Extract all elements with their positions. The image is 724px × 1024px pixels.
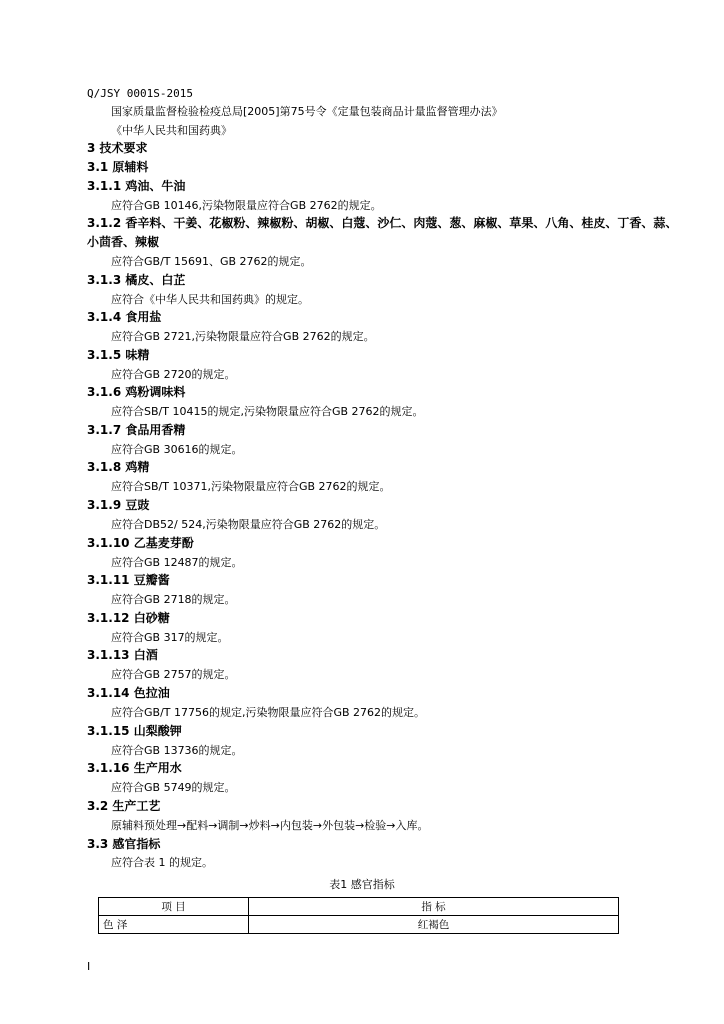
document-id: Q/JSY 0001S-2015 <box>87 87 193 100</box>
item-heading: 3.1.10 乙基麦芽酚 <box>87 536 194 550</box>
item-heading: 3.1.16 生产用水 <box>87 761 182 775</box>
item-text: 应符合GB 2718的规定。 <box>111 593 236 606</box>
item-text: 应符合GB 12487的规定。 <box>111 556 243 569</box>
item-heading: 3.1.13 白酒 <box>87 648 158 662</box>
table-caption: 表1 感官指标 <box>329 878 395 891</box>
item-heading: 3.1.11 豆瓣酱 <box>87 573 170 587</box>
item-text: 应符合SB/T 10415的规定,污染物限量应符合GB 2762的规定。 <box>111 405 424 418</box>
item-heading: 3.1.7 食品用香精 <box>87 423 186 437</box>
page-number: I <box>87 960 91 973</box>
section-3-3-heading: 3.3 感官指标 <box>87 837 161 851</box>
section-3-3-text: 应符合表 1 的规定。 <box>111 856 213 869</box>
section-3-1-heading: 3.1 原辅料 <box>87 160 149 174</box>
process-text: 原辅料预处理→配料→调制→炒料→内包装→外包装→检验→入库。 <box>111 819 429 832</box>
item-heading: 3.1.1 鸡油、牛油 <box>87 179 186 193</box>
item-heading: 3.1.6 鸡粉调味料 <box>87 385 186 399</box>
item-heading-continued: 小茴香、辣椒 <box>87 235 160 249</box>
item-text: 应符合GB 2757的规定。 <box>111 668 236 681</box>
item-text: 应符合SB/T 10371,污染物限量应符合GB 2762的规定。 <box>111 480 391 493</box>
item-text: 应符合GB 5749的规定。 <box>111 781 236 794</box>
section-3-2-heading: 3.2 生产工艺 <box>87 799 161 813</box>
item-heading: 3.1.5 味精 <box>87 348 150 362</box>
item-heading: 3.1.4 食用盐 <box>87 310 162 324</box>
item-text: 应符合GB 317的规定。 <box>111 631 229 644</box>
item-text: 应符合GB/T 17756的规定,污染物限量应符合GB 2762的规定。 <box>111 706 426 719</box>
intro-line-2: 《中华人民共和国药典》 <box>111 124 232 137</box>
table-cell: 色 泽 <box>99 916 249 934</box>
table-row <box>99 916 619 934</box>
item-text: 应符合GB 2721,污染物限量应符合GB 2762的规定。 <box>111 330 375 343</box>
item-text: 应符合GB 13736的规定。 <box>111 744 243 757</box>
item-heading: 3.1.14 色拉油 <box>87 686 170 700</box>
item-heading: 3.1.15 山梨酸钾 <box>87 724 182 738</box>
item-text: 应符合《中华人民共和国药典》的规定。 <box>111 293 309 306</box>
intro-line-1: 国家质量监督检验检疫总局[2005]第75号令《定量包装商品计量监督管理办法》 <box>111 105 503 118</box>
item-text: 应符合GB 30616的规定。 <box>111 443 243 456</box>
sensory-table <box>98 897 619 934</box>
item-heading: 3.1.2 香辛料、干姜、花椒粉、辣椒粉、胡椒、白蔻、沙仁、肉蔻、葱、麻椒、草果、八角、桂皮、丁香、蒜、 <box>87 216 678 230</box>
item-text: 应符合DB52/ 524,污染物限量应符合GB 2762的规定。 <box>111 518 386 531</box>
item-text: 应符合GB 10146,污染物限量应符合GB 2762的规定。 <box>111 199 382 212</box>
table-header-row <box>99 898 619 916</box>
item-heading: 3.1.9 豆豉 <box>87 498 150 512</box>
item-text: 应符合GB/T 15691、GB 2762的规定。 <box>111 255 312 268</box>
item-heading: 3.1.8 鸡精 <box>87 460 150 474</box>
table-header-cell: 项 目 <box>99 898 249 916</box>
item-text: 应符合GB 2720的规定。 <box>111 368 236 381</box>
section-3-heading: 3 技术要求 <box>87 141 148 155</box>
table-header-cell: 指 标 <box>249 898 619 916</box>
table-cell: 红褐色 <box>249 916 619 934</box>
item-heading: 3.1.3 橘皮、白芷 <box>87 273 186 287</box>
item-heading: 3.1.12 白砂糖 <box>87 611 170 625</box>
